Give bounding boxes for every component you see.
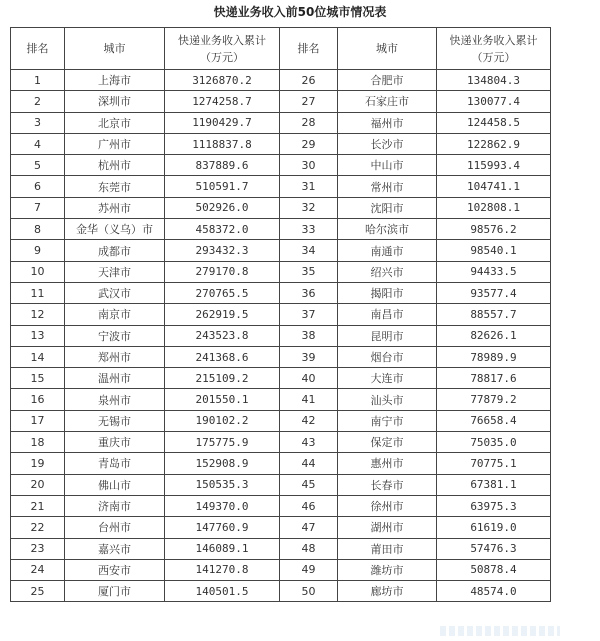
city-cell: 温州市: [65, 368, 165, 389]
table-row: [11, 70, 551, 91]
table-row: [11, 389, 551, 410]
city-cell: 佛山市: [65, 474, 165, 495]
header-revenue-left: [165, 28, 280, 70]
city-cell: 福州市: [338, 112, 437, 133]
city-cell: 无锡市: [65, 410, 165, 431]
revenue-cell: 115993.4: [437, 155, 551, 176]
rank-cell: 17: [11, 410, 65, 431]
revenue-cell: 241368.6: [165, 346, 280, 367]
rank-cell: 35: [280, 261, 338, 282]
rank-cell: 33: [280, 219, 338, 240]
city-cell: 沈阳市: [338, 197, 437, 218]
rank-cell: 8: [11, 219, 65, 240]
revenue-cell: 1118837.8: [165, 133, 280, 154]
rank-cell: 47: [280, 517, 338, 538]
revenue-cell: 130077.4: [437, 91, 551, 112]
rank-cell: 4: [11, 133, 65, 154]
revenue-cell: 76658.4: [437, 410, 551, 431]
revenue-cell: 124458.5: [437, 112, 551, 133]
revenue-cell: 140501.5: [165, 581, 280, 602]
revenue-cell: 502926.0: [165, 197, 280, 218]
revenue-cell: 75035.0: [437, 432, 551, 453]
city-cell: 中山市: [338, 155, 437, 176]
rank-cell: 23: [11, 538, 65, 559]
header-rank-right: 排名: [280, 28, 338, 70]
revenue-cell: 82626.1: [437, 325, 551, 346]
rank-cell: 40: [280, 368, 338, 389]
revenue-cell: 88557.7: [437, 304, 551, 325]
city-cell: 宁波市: [65, 325, 165, 346]
revenue-cell: 122862.9: [437, 133, 551, 154]
city-cell: 成都市: [65, 240, 165, 261]
revenue-cell: 458372.0: [165, 219, 280, 240]
city-cell: 烟台市: [338, 346, 437, 367]
revenue-cell: 93577.4: [437, 282, 551, 303]
city-cell: 廊坊市: [338, 581, 437, 602]
revenue-cell: 149370.0: [165, 495, 280, 516]
city-cell: 武汉市: [65, 282, 165, 303]
rank-cell: 30: [280, 155, 338, 176]
table-row: [11, 368, 551, 389]
rank-cell: 29: [280, 133, 338, 154]
rank-cell: 36: [280, 282, 338, 303]
rank-cell: 13: [11, 325, 65, 346]
rank-cell: 28: [280, 112, 338, 133]
city-cell: 南昌市: [338, 304, 437, 325]
table-row: [11, 410, 551, 431]
revenue-cell: 102808.1: [437, 197, 551, 218]
rank-cell: 46: [280, 495, 338, 516]
city-cell: 常州市: [338, 176, 437, 197]
revenue-cell: 175775.9: [165, 432, 280, 453]
rank-cell: 11: [11, 282, 65, 303]
city-revenue-table: [10, 27, 551, 602]
table-row: [11, 219, 551, 240]
city-cell: 绍兴市: [338, 261, 437, 282]
revenue-cell: 48574.0: [437, 581, 551, 602]
revenue-cell: 98540.1: [437, 240, 551, 261]
rank-cell: 38: [280, 325, 338, 346]
revenue-cell: 293432.3: [165, 240, 280, 261]
rank-cell: 22: [11, 517, 65, 538]
table-row: [11, 517, 551, 538]
city-cell: 东莞市: [65, 176, 165, 197]
city-cell: 长沙市: [338, 133, 437, 154]
revenue-cell: 3126870.2: [165, 70, 280, 91]
revenue-cell: 150535.3: [165, 474, 280, 495]
revenue-cell: 243523.8: [165, 325, 280, 346]
revenue-cell: 279170.8: [165, 261, 280, 282]
rank-cell: 21: [11, 495, 65, 516]
revenue-cell: 141270.8: [165, 559, 280, 580]
city-cell: 昆明市: [338, 325, 437, 346]
rank-cell: 32: [280, 197, 338, 218]
city-cell: 北京市: [65, 112, 165, 133]
city-cell: 汕头市: [338, 389, 437, 410]
revenue-cell: 77879.2: [437, 389, 551, 410]
table-row: [11, 325, 551, 346]
city-cell: 广州市: [65, 133, 165, 154]
revenue-cell: 201550.1: [165, 389, 280, 410]
rank-cell: 7: [11, 197, 65, 218]
table-title: 快递业务收入前50位城市情况表: [213, 5, 387, 19]
rank-cell: 37: [280, 304, 338, 325]
city-cell: 上海市: [65, 70, 165, 91]
revenue-cell: 147760.9: [165, 517, 280, 538]
rank-cell: 10: [11, 261, 65, 282]
revenue-cell: 270765.5: [165, 282, 280, 303]
watermark: [440, 626, 560, 636]
city-cell: 哈尔滨市: [338, 219, 437, 240]
table-row: [11, 91, 551, 112]
rank-cell: 5: [11, 155, 65, 176]
rank-cell: 1: [11, 70, 65, 91]
city-cell: 莆田市: [338, 538, 437, 559]
rank-cell: 41: [280, 389, 338, 410]
city-cell: 南通市: [338, 240, 437, 261]
table-row: [11, 495, 551, 516]
revenue-cell: 262919.5: [165, 304, 280, 325]
revenue-cell: 61619.0: [437, 517, 551, 538]
city-cell: 合肥市: [338, 70, 437, 91]
revenue-cell: 57476.3: [437, 538, 551, 559]
table-row: [11, 304, 551, 325]
city-cell: 嘉兴市: [65, 538, 165, 559]
city-cell: 西安市: [65, 559, 165, 580]
table-row: [11, 453, 551, 474]
city-cell: 保定市: [338, 432, 437, 453]
table-row: [11, 133, 551, 154]
rank-cell: 3: [11, 112, 65, 133]
rank-cell: 26: [280, 70, 338, 91]
rank-cell: 15: [11, 368, 65, 389]
revenue-cell: 190102.2: [165, 410, 280, 431]
rank-cell: 39: [280, 346, 338, 367]
rank-cell: 34: [280, 240, 338, 261]
revenue-cell: 70775.1: [437, 453, 551, 474]
rank-cell: 16: [11, 389, 65, 410]
table-row: [11, 197, 551, 218]
city-cell: 惠州市: [338, 453, 437, 474]
table-row: [11, 112, 551, 133]
revenue-cell: 510591.7: [165, 176, 280, 197]
revenue-cell: 134804.3: [437, 70, 551, 91]
rank-cell: 27: [280, 91, 338, 112]
city-cell: 金华（义乌）市: [65, 219, 165, 240]
city-cell: 天津市: [65, 261, 165, 282]
table-row: [11, 581, 551, 602]
rank-cell: 14: [11, 346, 65, 367]
revenue-cell: 63975.3: [437, 495, 551, 516]
header-city-left: 城市: [65, 28, 165, 70]
rank-cell: 48: [280, 538, 338, 559]
city-cell: 揭阳市: [338, 282, 437, 303]
header-revenue-line2: （万元）: [471, 50, 516, 64]
table-row: [11, 176, 551, 197]
revenue-cell: 1190429.7: [165, 112, 280, 133]
rank-cell: 31: [280, 176, 338, 197]
city-cell: 郑州市: [65, 346, 165, 367]
table-row: [11, 155, 551, 176]
city-cell: 杭州市: [65, 155, 165, 176]
city-cell: 泉州市: [65, 389, 165, 410]
header-revenue-line1: 快递业务收入累计: [178, 33, 266, 47]
rank-cell: 42: [280, 410, 338, 431]
revenue-cell: 152908.9: [165, 453, 280, 474]
rank-cell: 45: [280, 474, 338, 495]
rank-cell: 49: [280, 559, 338, 580]
city-cell: 石家庄市: [338, 91, 437, 112]
city-cell: 湖州市: [338, 517, 437, 538]
rank-cell: 25: [11, 581, 65, 602]
rank-cell: 18: [11, 432, 65, 453]
rank-cell: 9: [11, 240, 65, 261]
city-cell: 大连市: [338, 368, 437, 389]
city-cell: 潍坊市: [338, 559, 437, 580]
header-revenue-line1: 快递业务收入累计: [449, 33, 538, 47]
city-cell: 青岛市: [65, 453, 165, 474]
city-cell: 厦门市: [65, 581, 165, 602]
table-body: [11, 70, 551, 602]
rank-cell: 43: [280, 432, 338, 453]
city-cell: 长春市: [338, 474, 437, 495]
rank-cell: 19: [11, 453, 65, 474]
city-cell: 南宁市: [338, 410, 437, 431]
table-row: [11, 559, 551, 580]
header-row: [11, 28, 551, 70]
city-cell: 南京市: [65, 304, 165, 325]
revenue-cell: 146089.1: [165, 538, 280, 559]
table-row: [11, 474, 551, 495]
rank-cell: 2: [11, 91, 65, 112]
city-cell: 济南市: [65, 495, 165, 516]
revenue-cell: 837889.6: [165, 155, 280, 176]
table-row: [11, 432, 551, 453]
revenue-cell: 1274258.7: [165, 91, 280, 112]
rank-cell: 50: [280, 581, 338, 602]
rank-cell: 6: [11, 176, 65, 197]
city-cell: 徐州市: [338, 495, 437, 516]
header-revenue-right: [437, 28, 551, 70]
table-row: [11, 261, 551, 282]
city-cell: 重庆市: [65, 432, 165, 453]
table-row: [11, 282, 551, 303]
revenue-cell: 78989.9: [437, 346, 551, 367]
revenue-cell: 215109.2: [165, 368, 280, 389]
table-row: [11, 240, 551, 261]
rank-cell: 44: [280, 453, 338, 474]
city-cell: 台州市: [65, 517, 165, 538]
revenue-cell: 78817.6: [437, 368, 551, 389]
table-row: [11, 538, 551, 559]
revenue-cell: 94433.5: [437, 261, 551, 282]
header-rank-left: 排名: [11, 28, 65, 70]
revenue-cell: 104741.1: [437, 176, 551, 197]
rank-cell: 12: [11, 304, 65, 325]
revenue-cell: 98576.2: [437, 219, 551, 240]
table-row: [11, 346, 551, 367]
header-revenue-line2: （万元）: [200, 50, 244, 64]
revenue-cell: 67381.1: [437, 474, 551, 495]
header-city-right: 城市: [338, 28, 437, 70]
rank-cell: 20: [11, 474, 65, 495]
revenue-cell: 50878.4: [437, 559, 551, 580]
city-cell: 苏州市: [65, 197, 165, 218]
rank-cell: 24: [11, 559, 65, 580]
city-cell: 深圳市: [65, 91, 165, 112]
